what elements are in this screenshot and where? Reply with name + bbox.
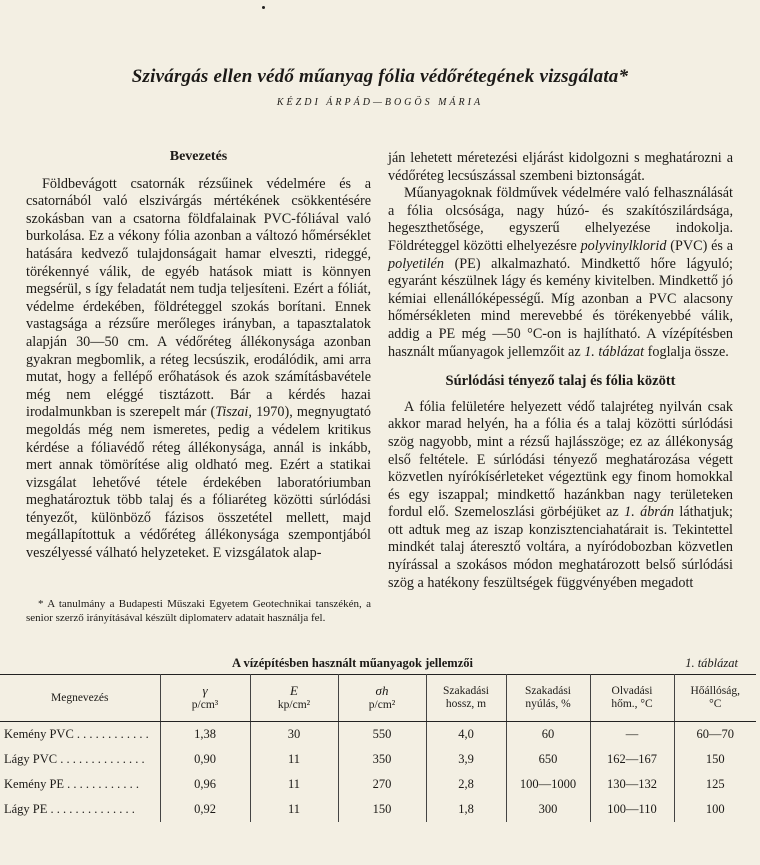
speck-dot <box>262 6 265 9</box>
table-label: 1. táblázat <box>685 656 738 670</box>
properties-table <box>0 674 756 822</box>
continuation-paragraph: ján lehetett méretezési eljárást kidolgozni s meghatározni a védőréteg lecsúszással szembeni biztonságát. <box>388 150 733 184</box>
header-name: Megnevezés <box>0 675 160 722</box>
left-column <box>26 148 371 563</box>
section-heading-intro: Bevezetés <box>169 149 228 164</box>
header-melting: Olvadási hőm., °C <box>590 675 674 722</box>
plastics-text-d: foglalja össze. <box>644 343 729 360</box>
friction-text-b: láthatjuk; ott adtuk meg az iszap konzisztenciahatárait is. Tekintettel mindkét talaj áteresztő voltára, a nyíródobozban közvetlen nyírással a szokásos módon meghatározott belső súrlódási szög a hatékony feszültségek függvényében megadott <box>388 504 733 591</box>
table-row: Kemény PVC . . . . . . . . . . . . 1,38 30 550 4,0 60 — 60—70 <box>0 722 756 748</box>
friction-paragraph <box>388 399 733 593</box>
pe-term: polyetilén <box>388 255 444 272</box>
table-row: Kemény PE . . . . . . . . . . . . 0,96 11 270 2,8 100—1000 130—132 125 <box>0 772 756 797</box>
plastics-text-b: (PVC) és a <box>666 237 733 254</box>
figure-reference: 1. ábrán <box>624 504 675 521</box>
header-elongation: Szakadási nyúlás, % <box>506 675 590 722</box>
pvc-term: polyvinylklorid <box>580 237 667 254</box>
plastics-text-a: Műanyagoknak földművek védelmére való felhasználását a fólia olcsósága, nagy húzó- és szakítószilárdsága, hegeszthetősége, egyszerű elhelyezése indokolja. Földréteggel közötti elhelyezésre <box>388 185 733 254</box>
intro-text-b: 1970), megnyugtató megoldás még nem ismeretes, pedig a védelem kritikus kérdése a fóliavédő réteg állékonysága, annál is inkább, mert annak tömörítése alig oldható meg. Ezért a statikai vizsgálat lehetővé tétele érdekében laboratóriumban meghatároztuk több talaj és a fóliaréteg közötti súrlódási tényezőt, különböző fázisos összetétel mellett, majd megállapítottuk a védőréteg állékonysága szempontjából veszélyessé válható helyzeteket. E vizsgálatok alap- <box>26 404 371 562</box>
article-title: Szivárgás ellen védő műanyag fólia védőrétegének vizsgálata* <box>131 66 629 87</box>
table-reference: 1. táblázat <box>584 343 645 360</box>
intro-text-a: Földbevágott csatornák rézsűinek védelmére és a csatornából való elszivárgás mértékének csökkentésére szokásban van a csatorna földfalainak PVC-fóliával való burkolása. Ez a vékony fólia azonban a változó hőmérséklet hatására kedvező tulajdonságait hamar elveszti, rideggé, törékennyé válik, de egyéb hatások miatt is könnyen megsérül, s így feladatát nem tudja teljesíteni. Ezért a fóliát, védelme érdekében, földréteggel szokás borítani. Ennek vastagsága a rézsűre merőleges irányban, a tapasztalatok alapján 30—50 cm. A védőréteg állékonysága azonban gyakran megbomlik, a réteg lecsúszik, erodálódik, ami arra mutat, hogy a fellépő erőhatások és azok számításbavétele még nem eléggé tisztázott. Bár a kérdés hazai irodalmunkban is szerepelt már ( <box>26 175 371 421</box>
citation: Tiszai, <box>215 404 252 421</box>
plastics-paragraph <box>388 185 733 361</box>
right-column <box>388 150 733 592</box>
header-density: γ p/cm³ <box>160 675 250 722</box>
header-modulus: E kp/cm² <box>250 675 338 722</box>
table-row: Lágy PVC . . . . . . . . . . . . . . 0,90 11 350 3,9 650 162—167 150 <box>0 747 756 772</box>
table-row: Lágy PE . . . . . . . . . . . . . . 0,92 11 150 1,8 300 100—110 100 <box>0 797 756 822</box>
plastics-text-c: (PE) alkalmazható. Mindkettő hőre lágyuló; egyaránt készülnek lágy és kemény kivitelben. Mindkettő jó kémiai ellenállóképességű. Míg azonban a PVC alacsony hőmérsékleten mind merevebbé és törékenyebbé válik, addig a PE még —50 °C-on is hajlítható. A vízépítésben használt műanyagok jellemzőit az <box>388 255 733 360</box>
section-heading-friction: Súrlódási tényező talaj és fólia között <box>445 373 676 390</box>
header-heat-resistance: Hőállóság, °C <box>674 675 756 722</box>
article-authors: KÉZDI ÁRPÁD—BOGÖS MÁRIA <box>276 97 484 108</box>
table-title: A vízépítésben használt műanyagok jellemzői <box>232 656 473 670</box>
intro-paragraph <box>26 176 371 563</box>
header-break-length: Szakadási hossz, m <box>426 675 506 722</box>
table-header-row <box>0 675 756 722</box>
friction-text-a: A fólia felületére helyezett védő talajréteg nyilván csak akkor marad helyén, ha a fólia és a talaj közötti súrlódási szög nagyobb, mint a rézsű hajlásszöge; ez az állékonyság első feltétele. E súrlódási tényező meghatározása végett közvetlen nyírókísérleteket végeztünk egy finom homokkal és egy iszappal; mindkettő hazánkban nagy területeken fordul elő. Szemeloszlási görbéjüket az <box>388 398 733 521</box>
footnote: * A tanulmány a Budapesti Műszaki Egyetem Geotechnikai tanszékén, a senior szerző irányításával készült diplomaterv adatait használja fel. <box>26 598 371 624</box>
header-strength: σh p/cm² <box>338 675 426 722</box>
